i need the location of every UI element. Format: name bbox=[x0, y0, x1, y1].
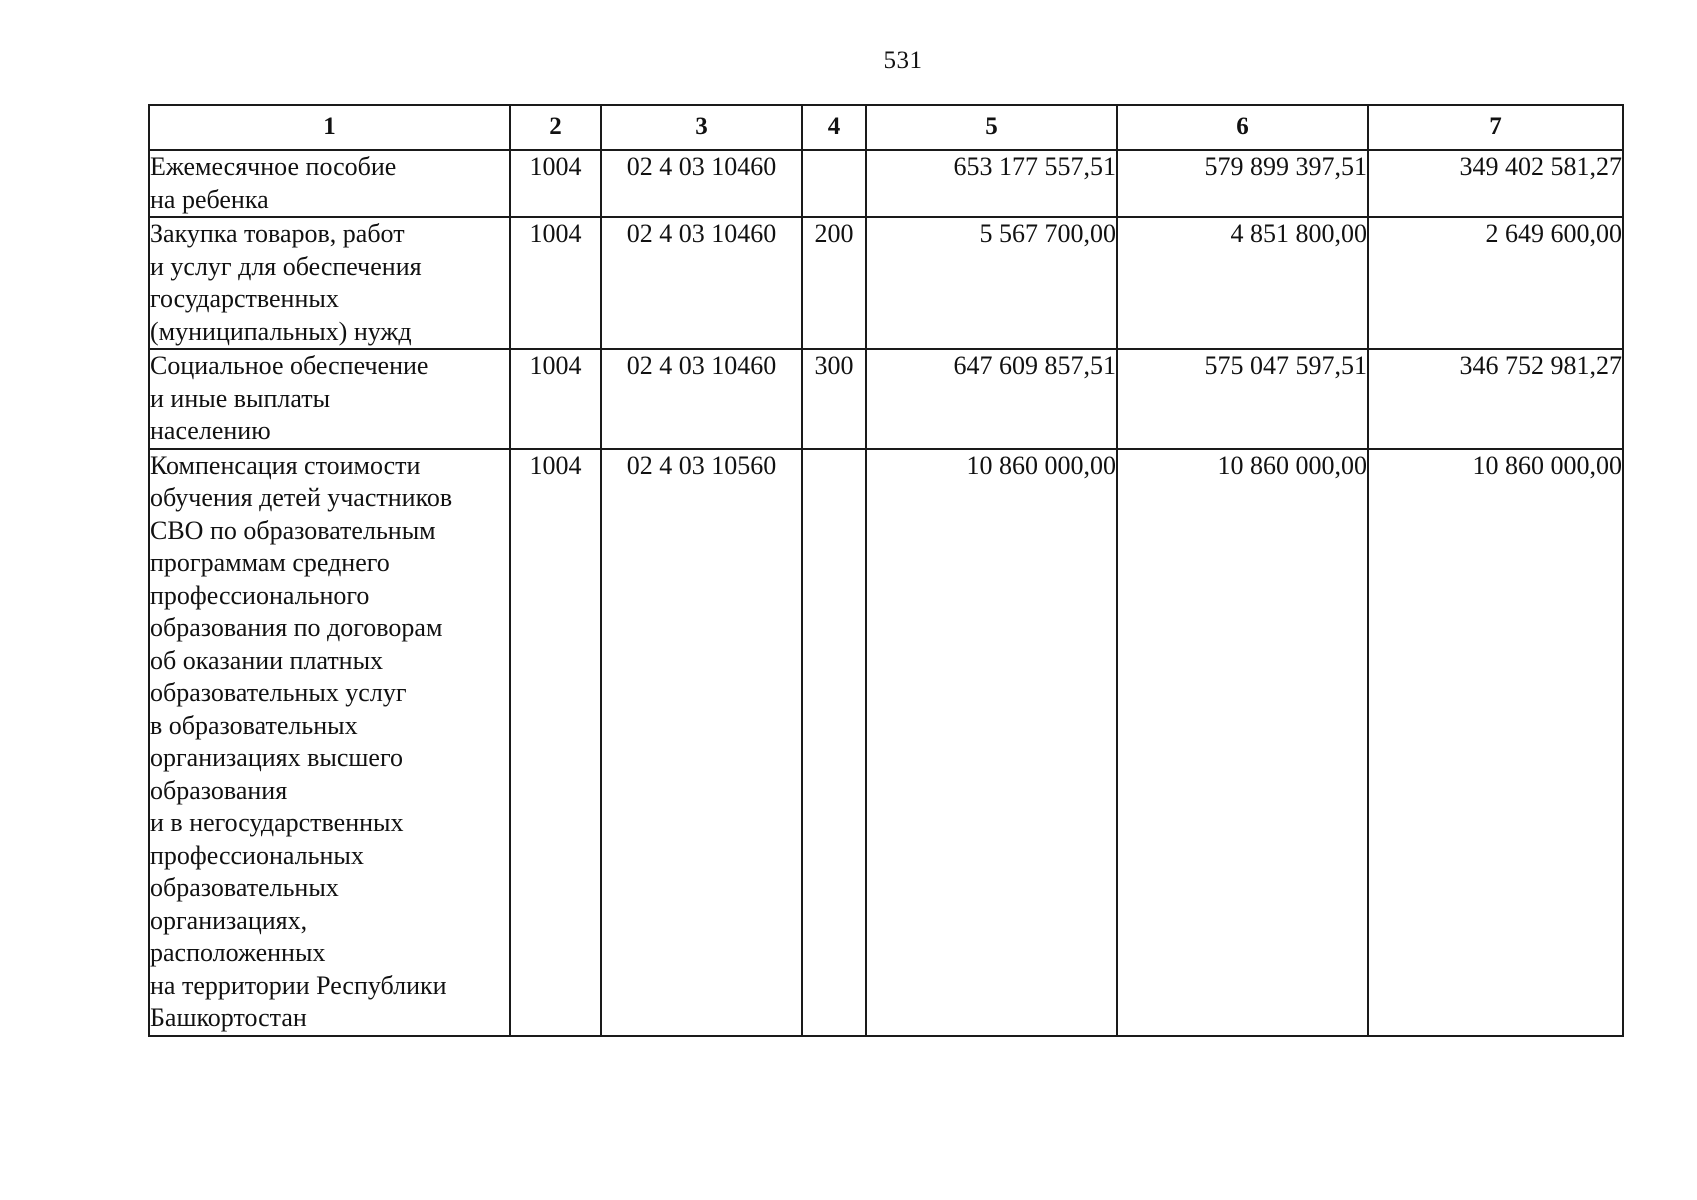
column-header-2: 2 bbox=[510, 105, 601, 150]
expense-type-cell bbox=[802, 150, 866, 217]
name-line: профессионального bbox=[150, 580, 370, 610]
expense-type-cell: 200 bbox=[802, 217, 866, 349]
name-line: и услуг для обеспечения bbox=[150, 251, 422, 281]
name-line: Социальное обеспечение bbox=[150, 351, 429, 380]
name-line: СВО по образовательным bbox=[150, 515, 436, 545]
column-header-6: 6 bbox=[1117, 105, 1368, 150]
name-line: Закупка товаров, работ bbox=[150, 219, 405, 248]
column-header-7: 7 bbox=[1368, 105, 1623, 150]
column-header-4: 4 bbox=[802, 105, 866, 150]
amount-col7-cell: 10 860 000,00 bbox=[1368, 449, 1623, 1036]
amount-col6-cell: 4 851 800,00 bbox=[1117, 217, 1368, 349]
target-article-cell: 02 4 03 10460 bbox=[601, 217, 802, 349]
amount-col6-cell: 10 860 000,00 bbox=[1117, 449, 1368, 1036]
name-line: об оказании платных bbox=[150, 645, 384, 675]
name-line: Компенсация стоимости bbox=[150, 450, 421, 480]
name-line: и в негосударственных bbox=[150, 808, 404, 837]
row-name-cell bbox=[149, 449, 510, 1036]
name-line: образовательных услуг bbox=[150, 678, 407, 707]
expense-type-cell bbox=[802, 449, 866, 1036]
amount-col7-cell: 2 649 600,00 bbox=[1368, 217, 1623, 349]
row-name-cell bbox=[149, 150, 510, 217]
amount-col5-cell: 10 860 000,00 bbox=[866, 449, 1117, 1036]
name-line: программам среднего bbox=[150, 548, 390, 577]
table-row bbox=[149, 150, 1623, 217]
name-line: обучения детей участников bbox=[150, 483, 453, 512]
section-cell: 1004 bbox=[510, 150, 601, 217]
amount-col5-cell: 647 609 857,51 bbox=[866, 349, 1117, 449]
target-article-cell: 02 4 03 10460 bbox=[601, 349, 802, 449]
section-cell: 1004 bbox=[510, 349, 601, 449]
name-line: Башкортостан bbox=[150, 1003, 307, 1032]
name-line: Ежемесячное пособие bbox=[150, 152, 397, 181]
name-line: образования bbox=[150, 775, 288, 805]
table-row bbox=[149, 349, 1623, 449]
expense-type-cell: 300 bbox=[802, 349, 866, 449]
row-name-cell bbox=[149, 217, 510, 349]
header-row bbox=[149, 105, 1623, 150]
name-line: населению bbox=[150, 416, 271, 445]
column-header-5: 5 bbox=[866, 105, 1117, 150]
target-article-cell: 02 4 03 10460 bbox=[601, 150, 802, 217]
amount-col5-cell: 653 177 557,51 bbox=[866, 150, 1117, 217]
name-line: организациях, bbox=[150, 905, 308, 935]
section-cell: 1004 bbox=[510, 217, 601, 349]
table-row bbox=[149, 449, 1623, 1036]
name-line: на ребенка bbox=[150, 184, 269, 214]
name-line: расположенных bbox=[150, 938, 326, 967]
name-line: государственных bbox=[150, 284, 339, 313]
name-line: и иные выплаты bbox=[150, 383, 331, 413]
budget-table bbox=[148, 104, 1624, 1037]
name-line: профессиональных bbox=[150, 840, 364, 870]
name-line: на территории Республики bbox=[150, 970, 447, 1000]
name-line: (муниципальных) нужд bbox=[150, 316, 412, 346]
name-line: организациях высшего bbox=[150, 743, 403, 772]
name-line: в образовательных bbox=[150, 710, 358, 740]
amount-col7-cell: 349 402 581,27 bbox=[1368, 150, 1623, 217]
target-article-cell: 02 4 03 10560 bbox=[601, 449, 802, 1036]
amount-col6-cell: 575 047 597,51 bbox=[1117, 349, 1368, 449]
amount-col7-cell: 346 752 981,27 bbox=[1368, 349, 1623, 449]
table-row bbox=[149, 217, 1623, 349]
name-line: образовательных bbox=[150, 873, 339, 902]
name-line: образования по договорам bbox=[150, 613, 443, 642]
amount-col6-cell: 579 899 397,51 bbox=[1117, 150, 1368, 217]
page-number: 531 bbox=[883, 47, 923, 74]
column-header-3: 3 bbox=[601, 105, 802, 150]
section-cell: 1004 bbox=[510, 449, 601, 1036]
row-name-cell bbox=[149, 349, 510, 449]
column-header-1: 1 bbox=[149, 105, 510, 150]
amount-col5-cell: 5 567 700,00 bbox=[866, 217, 1117, 349]
